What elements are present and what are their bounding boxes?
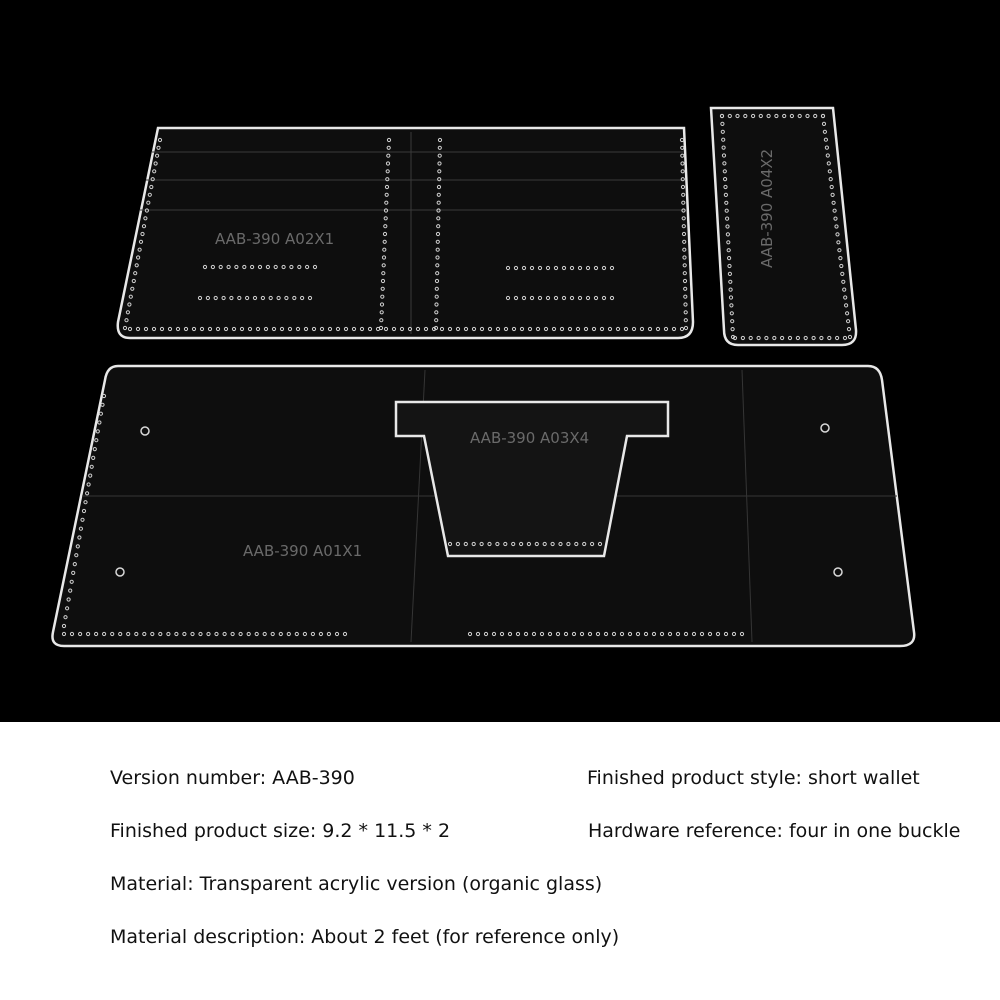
piece-label-a03: AAB-390 A03X4 — [470, 429, 590, 447]
piece-label-a01: AAB-390 A01X1 — [243, 542, 363, 560]
template-piece-a02 — [118, 128, 693, 338]
spec-version: Version number: AAB-390 — [110, 767, 355, 789]
piece-label-a04: AAB-390 A04X2 — [758, 148, 776, 268]
spec-size: Finished product size: 9.2 * 11.5 * 2 — [110, 820, 451, 842]
spec-material-description: Material description: About 2 feet (for reference only) — [110, 926, 620, 948]
spec-material: Material: Transparent acrylic version (organic glass) — [110, 873, 603, 895]
spec-style: Finished product style: short wallet — [587, 767, 920, 789]
spec-panel — [0, 722, 1000, 1000]
piece-label-a02: AAB-390 A02X1 — [215, 230, 335, 248]
spec-hardware: Hardware reference: four in one buckle — [588, 820, 961, 842]
template-piece-a04 — [711, 108, 856, 345]
